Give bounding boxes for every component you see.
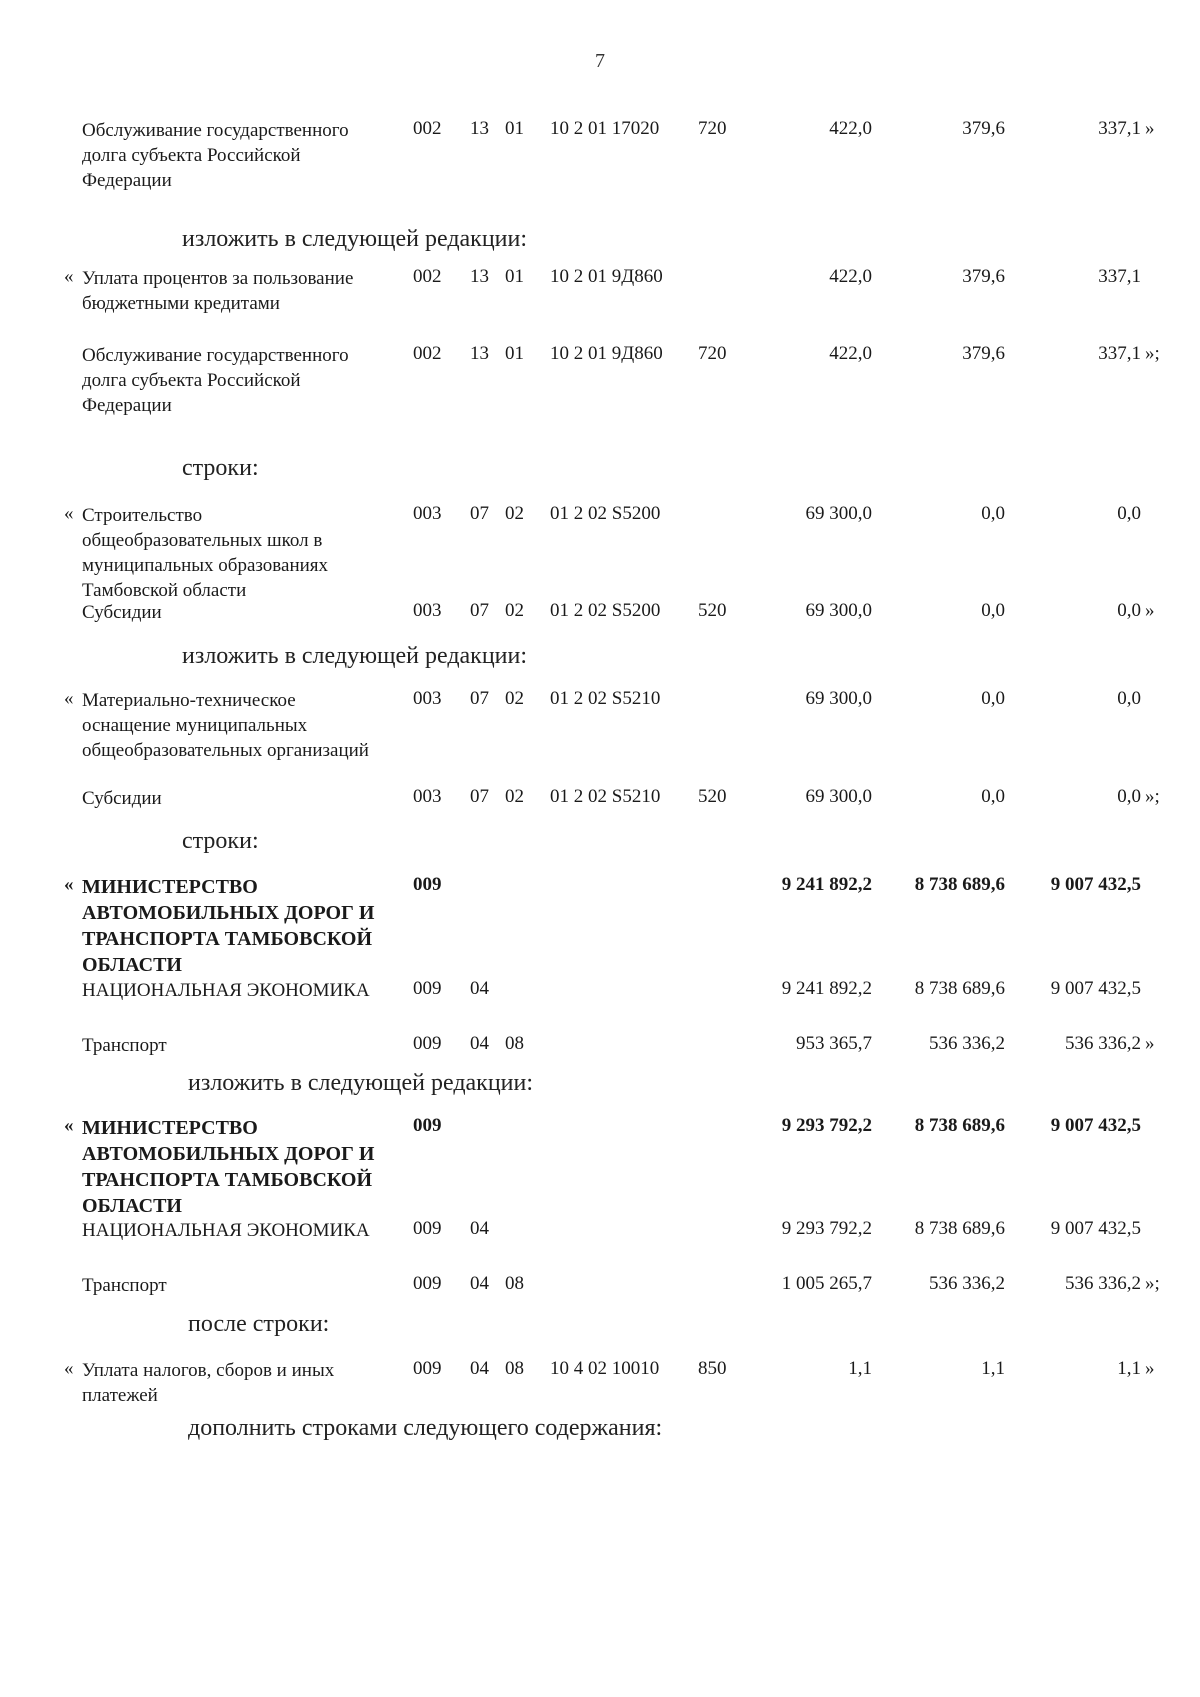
code-department: 002: [413, 343, 442, 364]
code-target-article: 10 2 01 17020: [550, 118, 660, 139]
code-target-article: 01 2 02 S5200: [550, 600, 661, 621]
code-section: 04: [470, 1033, 489, 1054]
amount-year-1: 9 293 792,2: [781, 1218, 872, 1239]
code-subsection: 02: [505, 786, 524, 807]
amount-year-2: 536 336,2: [929, 1273, 1005, 1294]
row-name: Транспорт: [82, 1035, 167, 1056]
code-department: 003: [413, 786, 442, 807]
amount-year-3: 536 336,2: [1065, 1273, 1141, 1294]
row-name: Строительство общеобразовательных школ в муниципальных образованиях Тамбовской области: [82, 505, 329, 601]
amount-year-3: 0,0: [1117, 786, 1141, 807]
closing-quote: »: [1145, 1358, 1155, 1379]
code-subsection: 01: [505, 118, 524, 139]
instruction-text: изложить в следующей редакции:: [188, 1070, 534, 1096]
page-number: 7: [595, 50, 605, 72]
amount-year-2: 0,0: [981, 503, 1005, 524]
amount-year-3: 337,1: [1098, 343, 1141, 364]
code-department: 009: [413, 1218, 442, 1239]
amount-year-3: 0,0: [1117, 688, 1141, 709]
closing-quote: »: [1145, 1033, 1155, 1054]
amount-year-1: 69 300,0: [805, 503, 872, 524]
row-name: НАЦИОНАЛЬНАЯ ЭКОНОМИКА: [82, 980, 370, 1001]
closing-quote: »;: [1145, 1273, 1160, 1294]
amount-year-1: 1,1: [848, 1358, 872, 1379]
closing-quote: »;: [1145, 343, 1160, 364]
code-expense-type: 520: [698, 600, 727, 621]
amount-year-1: 69 300,0: [805, 786, 872, 807]
amount-year-2: 0,0: [981, 688, 1005, 709]
code-expense-type: 720: [698, 343, 727, 364]
row-name: Субсидии: [82, 788, 162, 809]
code-subsection: 02: [505, 600, 524, 621]
code-department: 009: [413, 1033, 442, 1054]
amount-year-2: 0,0: [981, 600, 1005, 621]
code-department: 009: [413, 978, 442, 999]
code-section: 07: [470, 786, 489, 807]
instruction-text: строки:: [182, 455, 259, 481]
code-expense-type: 520: [698, 786, 727, 807]
amount-year-2: 8 738 689,6: [914, 874, 1005, 895]
row-name: Уплата процентов за пользование бюджетными кредитами: [82, 268, 354, 314]
amount-year-3: 337,1: [1098, 266, 1141, 287]
amount-year-3: 9 007 432,5: [1050, 874, 1141, 895]
code-section: 04: [470, 1218, 489, 1239]
code-department: 003: [413, 503, 442, 524]
quote-mark: «: [64, 688, 74, 709]
code-target-article: 01 2 02 S5210: [550, 786, 661, 807]
amount-year-3: 337,1: [1098, 118, 1141, 139]
code-target-article: 10 4 02 10010: [550, 1358, 660, 1379]
amount-year-1: 69 300,0: [805, 688, 872, 709]
code-subsection: 02: [505, 688, 524, 709]
code-section: 13: [470, 266, 489, 287]
amount-year-1: 9 293 792,2: [781, 1115, 872, 1136]
instruction-text: дополнить строками следующего содержания:: [188, 1415, 663, 1441]
amount-year-2: 536 336,2: [929, 1033, 1005, 1054]
quote-mark: «: [64, 1358, 74, 1379]
instruction-text: изложить в следующей редакции:: [182, 226, 528, 252]
code-subsection: 08: [505, 1273, 524, 1294]
code-section: 07: [470, 688, 489, 709]
code-department: 009: [413, 1358, 442, 1379]
amount-year-3: 9 007 432,5: [1050, 978, 1141, 999]
code-section: 04: [470, 978, 489, 999]
amount-year-3: 9 007 432,5: [1050, 1115, 1141, 1136]
code-department: 009: [413, 1273, 442, 1294]
row-name: НАЦИОНАЛЬНАЯ ЭКОНОМИКА: [82, 1220, 370, 1241]
amount-year-1: 9 241 892,2: [781, 874, 872, 895]
code-section: 07: [470, 503, 489, 524]
code-department: 002: [413, 118, 442, 139]
code-section: 13: [470, 118, 489, 139]
amount-year-1: 422,0: [829, 118, 872, 139]
code-target-article: 10 2 01 9Д860: [550, 343, 663, 364]
quote-mark: «: [64, 266, 74, 287]
instruction-text: изложить в следующей редакции:: [182, 643, 528, 669]
code-department: 009: [413, 1115, 442, 1136]
amount-year-2: 8 738 689,6: [914, 1115, 1005, 1136]
code-section: 07: [470, 600, 489, 621]
code-expense-type: 850: [698, 1358, 727, 1379]
code-expense-type: 720: [698, 118, 727, 139]
code-subsection: 08: [505, 1033, 524, 1054]
row-name: Обслуживание государственного долга субъекта Российской Федерации: [82, 120, 349, 191]
row-name: Обслуживание государственного долга субъекта Российской Федерации: [82, 345, 349, 416]
code-subsection: 02: [505, 503, 524, 524]
closing-quote: »;: [1145, 786, 1160, 807]
code-target-article: 01 2 02 S5210: [550, 688, 661, 709]
amount-year-1: 422,0: [829, 266, 872, 287]
amount-year-3: 0,0: [1117, 600, 1141, 621]
amount-year-3: 1,1: [1117, 1358, 1141, 1379]
amount-year-3: 0,0: [1117, 503, 1141, 524]
row-name: МИНИСТЕРСТВО АВТОМОБИЛЬНЫХ ДОРОГ И ТРАНСПОРТА ТАМБОВСКОЙ ОБЛАСТИ: [82, 1117, 375, 1217]
code-subsection: 01: [505, 266, 524, 287]
closing-quote: »: [1145, 600, 1155, 621]
amount-year-1: 9 241 892,2: [781, 978, 872, 999]
code-department: 009: [413, 874, 442, 895]
code-subsection: 01: [505, 343, 524, 364]
amount-year-1: 1 005 265,7: [781, 1273, 872, 1294]
amount-year-2: 1,1: [981, 1358, 1005, 1379]
code-subsection: 08: [505, 1358, 524, 1379]
amount-year-2: 8 738 689,6: [914, 978, 1005, 999]
row-name: МИНИСТЕРСТВО АВТОМОБИЛЬНЫХ ДОРОГ И ТРАНСПОРТА ТАМБОВСКОЙ ОБЛАСТИ: [82, 876, 375, 976]
code-target-article: 10 2 01 9Д860: [550, 266, 663, 287]
quote-mark: «: [64, 1115, 74, 1136]
code-section: 13: [470, 343, 489, 364]
amount-year-1: 422,0: [829, 343, 872, 364]
amount-year-2: 379,6: [962, 343, 1005, 364]
code-target-article: 01 2 02 S5200: [550, 503, 661, 524]
row-name: Уплата налогов, сборов и иных платежей: [82, 1360, 335, 1406]
amount-year-2: 379,6: [962, 266, 1005, 287]
code-department: 002: [413, 266, 442, 287]
amount-year-3: 536 336,2: [1065, 1033, 1141, 1054]
code-section: 04: [470, 1358, 489, 1379]
row-name: Материально-техническое оснащение муниципальных общеобразовательных организаций: [82, 690, 369, 761]
amount-year-2: 8 738 689,6: [914, 1218, 1005, 1239]
code-department: 003: [413, 600, 442, 621]
row-name: Транспорт: [82, 1275, 167, 1296]
code-section: 04: [470, 1273, 489, 1294]
closing-quote: »: [1145, 118, 1155, 139]
instruction-text: строки:: [182, 828, 259, 854]
amount-year-2: 379,6: [962, 118, 1005, 139]
quote-mark: «: [64, 503, 74, 524]
quote-mark: «: [64, 874, 74, 895]
row-name: Субсидии: [82, 602, 162, 623]
amount-year-1: 953 365,7: [796, 1033, 872, 1054]
amount-year-3: 9 007 432,5: [1050, 1218, 1141, 1239]
amount-year-2: 0,0: [981, 786, 1005, 807]
instruction-text: после строки:: [188, 1311, 330, 1337]
amount-year-1: 69 300,0: [805, 600, 872, 621]
code-department: 003: [413, 688, 442, 709]
